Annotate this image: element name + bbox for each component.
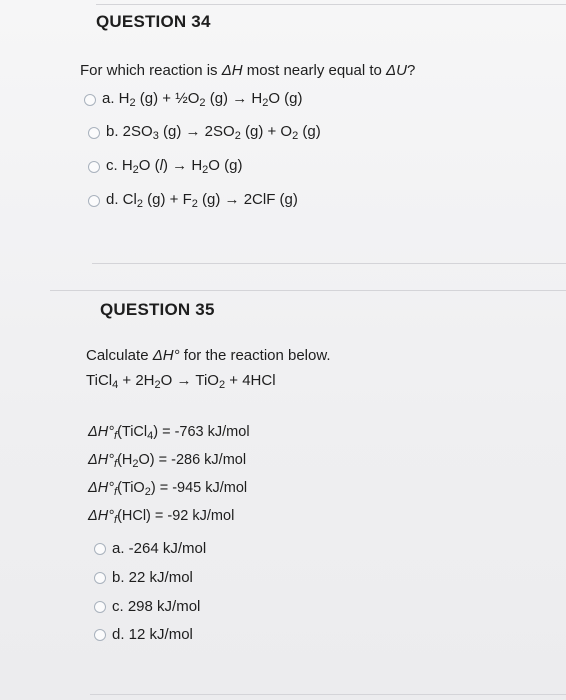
q34-option-d[interactable] — [88, 191, 298, 210]
divider — [92, 263, 566, 264]
enthalpy-hcl: $\Delta H^\circ_f(HCl) = -92$ kJ/mol — [88, 508, 235, 526]
divider — [96, 4, 566, 5]
option-label: d. $Cl_2$ $(g) + F_2$ (g) → 2ClF (g) — [106, 191, 298, 210]
enthalpy-ticl4: $\Delta H^\circ_f(TiCl_4) = -763$ kJ/mol — [88, 424, 250, 442]
question-35-equation: TiCl$_4$ + $2H_2O \to TiO_2 + 4HCl$ — [86, 372, 276, 391]
question-34-prompt: For which reaction is ΔH most nearly equal to ΔU? — [80, 62, 416, 79]
divider — [90, 694, 566, 695]
option-label: a. $H_2$ $(g) + \frac{1}{2}O_2$ $(g) \to H_2O$ (g) — [102, 90, 303, 109]
q34-option-b[interactable] — [88, 123, 321, 142]
option-label: c. $H_2O$ $(l) \to H_2O$ (g) — [106, 157, 243, 176]
radio-button[interactable] — [84, 94, 96, 106]
q34-option-c[interactable] — [88, 157, 242, 176]
q35-option-a[interactable] — [94, 540, 206, 557]
radio-button[interactable] — [88, 161, 100, 173]
question-34-title: QUESTION 34 — [96, 12, 211, 31]
radio-button[interactable] — [88, 127, 100, 139]
enthalpy-tio2: $\Delta H^\circ_f(TiO_2) = -945$ kJ/mol — [88, 480, 248, 498]
option-label: d. 12 kJ/mol — [112, 626, 193, 643]
option-label: b. $2SO_3$ $(g) \to 2SO_2$ $(g) + O_2$ (g) — [106, 123, 321, 142]
option-label: a. -264 kJ/mol — [112, 540, 207, 557]
q35-option-d[interactable] — [94, 626, 193, 643]
option-label: c. 298 kJ/mol — [112, 598, 201, 615]
q34-option-a[interactable] — [84, 90, 303, 109]
q35-option-c[interactable] — [94, 598, 200, 615]
radio-button[interactable] — [94, 629, 106, 641]
question-35-prompt: Calculate ΔH° for the reaction below. — [86, 347, 331, 364]
q35-option-b[interactable] — [94, 569, 193, 586]
option-label: b. 22 kJ/mol — [112, 569, 193, 586]
question-35-title: QUESTION 35 — [100, 300, 215, 319]
radio-button[interactable] — [88, 195, 100, 207]
radio-button[interactable] — [94, 572, 106, 584]
radio-button[interactable] — [94, 601, 106, 613]
radio-button[interactable] — [94, 543, 106, 555]
divider — [50, 290, 566, 291]
enthalpy-h2o: $\Delta H^\circ_f(H_2O) = -286$ kJ/mol — [88, 452, 247, 470]
